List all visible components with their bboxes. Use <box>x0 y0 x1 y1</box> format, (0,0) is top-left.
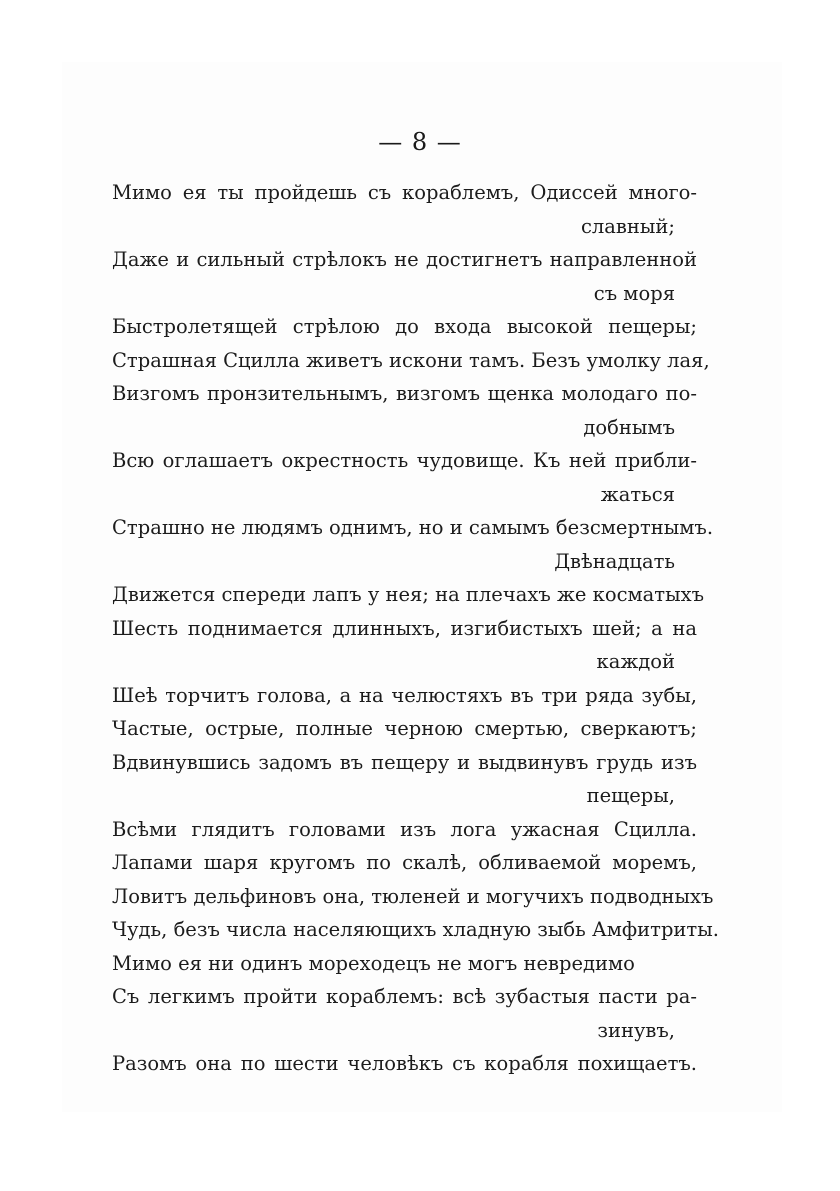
text-line: Съ легкимъ пройти кораблемъ: всѣ зубастыя пасти ра- <box>112 985 697 1008</box>
text-line: Страшная Сцилла живетъ искони тамъ. Безъ умолку лая, <box>112 348 710 372</box>
text-line: Вдвинувшись задомъ въ пещеру и выдвинувъ грудь изъ <box>112 750 697 774</box>
text-line: Всѣми глядитъ головами изъ лога ужасная Сцилла. <box>112 817 697 841</box>
text-line: Разомъ она по шести человѣкъ съ корабля похищаетъ. <box>112 1052 697 1075</box>
text-line: Шесть поднимается длинныхъ, изгибистыхъ шей; а на <box>112 616 697 640</box>
text-line: Всю оглашаетъ окрестность чудовище. Къ ней прибли- <box>112 449 697 472</box>
text-line-continuation: зинувъ, <box>597 1018 675 1042</box>
text-line-continuation: добнымъ <box>583 415 675 439</box>
text-line: Быстролетящей стрѣлою до входа высокой пещеры; <box>112 315 697 338</box>
text-line-continuation: жаться <box>600 482 675 506</box>
text-line-continuation: пещеры, <box>586 784 675 807</box>
text-line: Страшно не людямъ однимъ, но и самымъ безсмертнымъ. <box>112 516 714 539</box>
text-line: Частые, острые, полные черною смертью, сверкаютъ; <box>112 717 697 740</box>
text-line-continuation: Двѣнадцать <box>554 549 675 573</box>
text-line: Мимо ея ни одинъ мореходецъ не могъ невредимо <box>112 951 635 975</box>
poem-text <box>112 176 719 1081</box>
text-line: Ловитъ дельфиновъ она, тюленей и могучихъ подводныхъ <box>112 884 714 908</box>
text-line-continuation: съ моря <box>593 281 675 305</box>
text-line: Визгомъ пронзительнымъ, визгомъ щенка молодаго по- <box>112 382 697 405</box>
text-line: Чудь, безъ числа населяющихъ хладную зыбь Амфитриты. <box>112 918 719 941</box>
text-line: Мимо ея ты пройдешь съ кораблемъ, Одиссей много- <box>112 181 697 204</box>
page-number: — 8 — <box>378 128 462 156</box>
text-line: Даже и сильный стрѣлокъ не достигнетъ направленной <box>112 248 697 271</box>
text-line: Шеѣ торчитъ голова, а на челюстяхъ въ три ряда зубы, <box>112 683 697 707</box>
text-line: Движется спереди лапъ у нея; на плечахъ же косматыхъ <box>112 583 704 606</box>
text-line-continuation: каждой <box>596 650 675 673</box>
text-line: Лапами шаря кругомъ по скалѣ, обливаемой моремъ, <box>112 851 697 874</box>
text-line-continuation: славный; <box>581 214 675 238</box>
